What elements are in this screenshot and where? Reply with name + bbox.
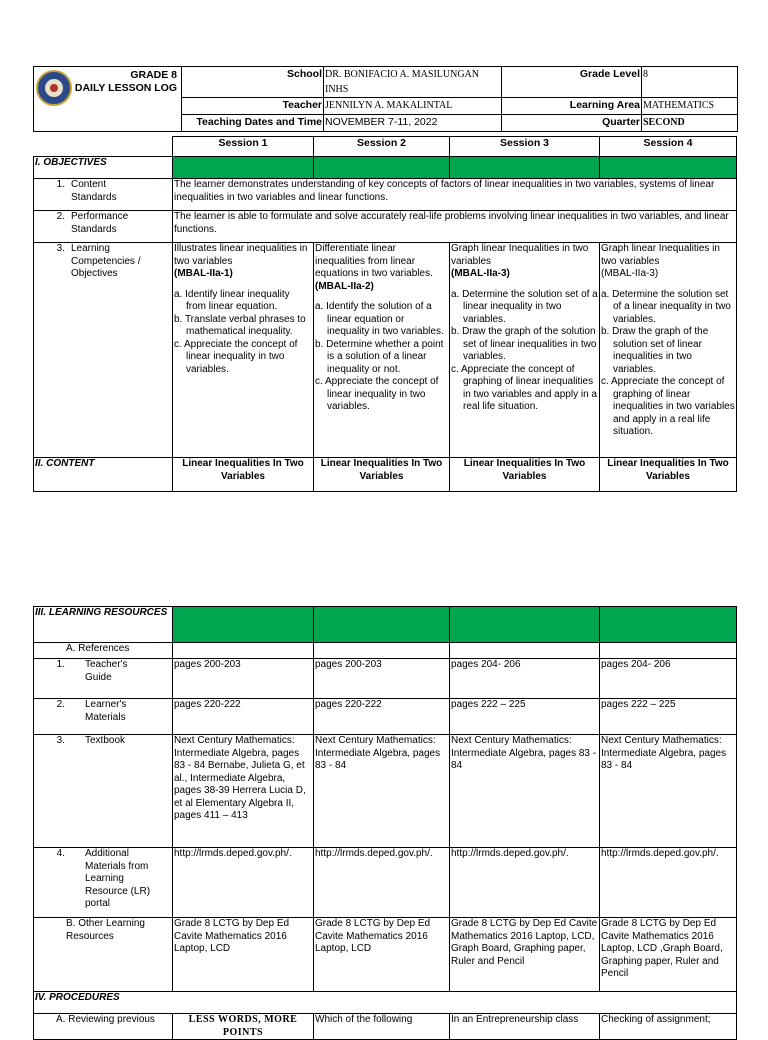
reviewing-previous-label: A. Reviewing previous (34, 1014, 173, 1040)
other-resources-label: B. Other Learning Resources (34, 918, 173, 992)
learners-materials-session-1: pages 220-222 (173, 699, 314, 735)
other-resources-session-4: Grade 8 LCTG by Dep Ed Cavite Mathematics 2016 Laptop, LCD ,Graph Board, Graphing paper, Ruler and Pencil (600, 918, 737, 992)
quarter-value: SECOND (642, 115, 738, 132)
competency-code: (MBAL-IIa-3) (451, 268, 510, 279)
additional-materials-label: Additional Materials from Learning Resource (LR) portal (85, 848, 151, 909)
competency-code: (MBAL-IIa-2) (315, 280, 374, 292)
empty-cell (314, 643, 450, 659)
item-number: 2. (56, 211, 65, 222)
objective-a: a. Identify linear inequality from linear equation. (174, 288, 290, 312)
content-session-4: Linear Inequalities In Two Variables (600, 458, 737, 492)
learners-materials-session-3: pages 222 – 225 (450, 699, 600, 735)
additional-materials-session-1: http://lrmds.deped.gov.ph/. (173, 848, 314, 918)
green-band (600, 157, 737, 179)
other-resources-session-1: Grade 8 LCTG by Dep Ed Cavite Mathematics 2016 Laptop, LCD (173, 918, 314, 992)
competency-title: Differentiate linear inequalities from linear equations in two variables. (315, 243, 433, 279)
objective-a: a. Determine the solution set of a linear inequality in two variables. (451, 288, 598, 325)
teachers-guide-session-3: pages 204- 206 (450, 659, 600, 699)
learners-materials-label: Learner's Materials (85, 699, 127, 723)
objective-b: b. Translate verbal phrases to mathematical inequality. (174, 313, 306, 337)
objective-c: c. Appreciate the concept of linear inequality in two variables. (174, 338, 298, 375)
teachers-guide-label-cell (34, 659, 173, 699)
additional-materials-session-4: http://lrmds.deped.gov.ph/. (600, 848, 737, 918)
session-2-header: Session 2 (314, 137, 450, 157)
textbook-label-cell (34, 735, 173, 848)
procedure-a-session-4: Checking of assignment; (600, 1014, 737, 1040)
competency-code: (MBAL-IIa-3) (601, 268, 659, 279)
other-resources-session-2: Grade 8 LCTG by Dep Ed Cavite Mathematics 2016 Laptop, LCD (314, 918, 450, 992)
procedure-a-session-3: In an Entrepreneurship class (450, 1014, 600, 1040)
item-number: 1. (56, 659, 65, 670)
objective-b: b. Draw the graph of the solution set of linear inequalities in two variables. (451, 326, 597, 362)
competency-title: Illustrates linear inequalities in two variables (174, 243, 308, 267)
additional-materials-session-3: http://lrmds.deped.gov.ph/. (450, 848, 600, 918)
objective-a: a. Identify the solution of a linear equation or inequality in two variables. (315, 301, 444, 337)
item-number: 1. (56, 179, 65, 190)
competency-title: Graph linear Inequalities in two variables (451, 243, 589, 267)
empty-cell (450, 643, 600, 659)
item-number: 2. (56, 699, 65, 710)
session-3-header: Session 3 (450, 137, 600, 157)
references-label: A. References (34, 643, 173, 659)
green-band (314, 607, 450, 643)
performance-standards-label: Performance Standards (71, 211, 129, 235)
learners-materials-session-2: pages 220-222 (314, 699, 450, 735)
performance-standards-label-cell (34, 211, 173, 243)
dates-label: Teaching Dates and Time (182, 115, 324, 132)
teachers-guide-label: Teacher's Guide (85, 659, 128, 683)
item-number: 3. (56, 735, 65, 746)
item-number: 4. (56, 848, 65, 859)
objective-b: b. Determine whether a point is a solution of a linear inequality or not. (315, 338, 444, 375)
session-4-header: Session 4 (600, 137, 737, 157)
content-standards-text: The learner demonstrates understanding of key concepts of factors of linear inequalities in two variables, systems of linear inequalities in two variables and linear functions. (173, 179, 737, 211)
learners-materials-label-cell (34, 699, 173, 735)
competencies-label: Learning Competencies / Objectives (71, 243, 141, 279)
competencies-label-cell (34, 243, 173, 458)
learning-area-value: MATHEMATICS (642, 98, 738, 115)
session-1-header: Session 1 (173, 137, 314, 157)
other-resources-session-3: Grade 8 LCTG by Dep Ed Cavite Mathematics 2016 Laptop, LCD, Graph Board, Graphing paper, Ruler and Pencil (450, 918, 600, 992)
competency-session-1 (173, 243, 314, 458)
school-label: School (182, 67, 324, 98)
header-title-cell (34, 67, 182, 132)
textbook-session-1: Next Century Mathematics: Intermediate Algebra, pages 83 - 84 Bernabe, Julieta G, et al., Intermediate Algebra, pages 38-39 Herrera Lucia D, et al Elementary Algebra II, pages 411 – 413 (173, 735, 314, 848)
objective-a: a. Determine the solution set of a linear inequality in two variables. (601, 288, 731, 325)
green-band (173, 607, 314, 643)
performance-standards-text: The learner is able to formulate and solve accurately real-life problems involving linear inequalities in two variables, and linear functions. (173, 211, 737, 243)
competency-session-3 (450, 243, 600, 458)
learning-area-label: Learning Area (502, 98, 642, 115)
objective-b: b. Draw the graph of the solution set of linear inequalities in two variables. (601, 326, 709, 375)
objectives-heading: I. OBJECTIVES (34, 157, 173, 179)
procedures-heading: IV. PROCEDURES (34, 992, 737, 1014)
quarter-label: Quarter (502, 115, 642, 132)
competency-title: Graph linear Inequalities in two variables (601, 243, 720, 267)
content-standards-label-cell (34, 179, 173, 211)
empty-corner (34, 137, 173, 157)
content-session-3: Linear Inequalities In Two Variables (450, 458, 600, 492)
green-band (450, 607, 600, 643)
item-number: 3. (56, 243, 65, 254)
resources-table (33, 606, 737, 1040)
additional-materials-label-cell (34, 848, 173, 918)
empty-cell (600, 643, 737, 659)
teacher-label: Teacher (182, 98, 324, 115)
daily-lesson-log-title: DAILY LESSON LOG (74, 82, 177, 94)
grade-title: GRADE 8 (130, 69, 177, 81)
competency-code: (MBAL-IIa-1) (174, 268, 233, 279)
dates-value: NOVEMBER 7-11, 2022 (324, 115, 502, 132)
content-standards-label: Content Standards (71, 179, 117, 203)
header-table (33, 66, 738, 132)
procedure-a-session-2: Which of the following (314, 1014, 450, 1040)
grade-level-label: Grade Level (502, 67, 642, 98)
resources-heading: III. LEARNING RESOURCES (34, 607, 173, 643)
objectives-table (33, 136, 737, 492)
green-band (450, 157, 600, 179)
textbook-session-4: Next Century Mathematics: Intermediate Algebra, pages 83 - 84 (600, 735, 737, 848)
competency-session-4 (600, 243, 737, 458)
teachers-guide-session-4: pages 204- 206 (600, 659, 737, 699)
objective-c: c. Appreciate the concept of linear inequality in two variables. (315, 376, 439, 412)
procedure-a-session-1: LESS WORDS, MORE POINTS (173, 1014, 314, 1040)
green-band (173, 157, 314, 179)
content-heading: II. CONTENT (34, 458, 173, 492)
empty-cell (173, 643, 314, 659)
school-value: DR. BONIFACIO A. MASILUNGAN INHS (324, 67, 502, 98)
competency-session-2 (314, 243, 450, 458)
grade-level-value: 8 (642, 67, 738, 98)
content-session-1: Linear Inequalities In Two Variables (173, 458, 314, 492)
teachers-guide-session-1: pages 200-203 (173, 659, 314, 699)
textbook-session-2: Next Century Mathematics: Intermediate Algebra, pages 83 - 84 (314, 735, 450, 848)
objective-c: c. Appreciate the concept of graphing of linear inequalities in two variables and apply in a real life situation. (451, 363, 597, 412)
learners-materials-session-4: pages 222 – 225 (600, 699, 737, 735)
green-band (314, 157, 450, 179)
green-band (600, 607, 737, 643)
textbook-label: Textbook (85, 735, 126, 746)
teachers-guide-session-2: pages 200-203 (314, 659, 450, 699)
teacher-value: JENNILYN A. MAKALINTAL (324, 98, 502, 115)
objective-c: c. Appreciate the concept of graphing of linear inequalities in two variables and apply in a real life situation. (601, 376, 735, 437)
content-session-2: Linear Inequalities In Two Variables (314, 458, 450, 492)
additional-materials-session-2: http://lrmds.deped.gov.ph/. (314, 848, 450, 918)
textbook-session-3: Next Century Mathematics: Intermediate Algebra, pages 83 - 84 (450, 735, 600, 848)
